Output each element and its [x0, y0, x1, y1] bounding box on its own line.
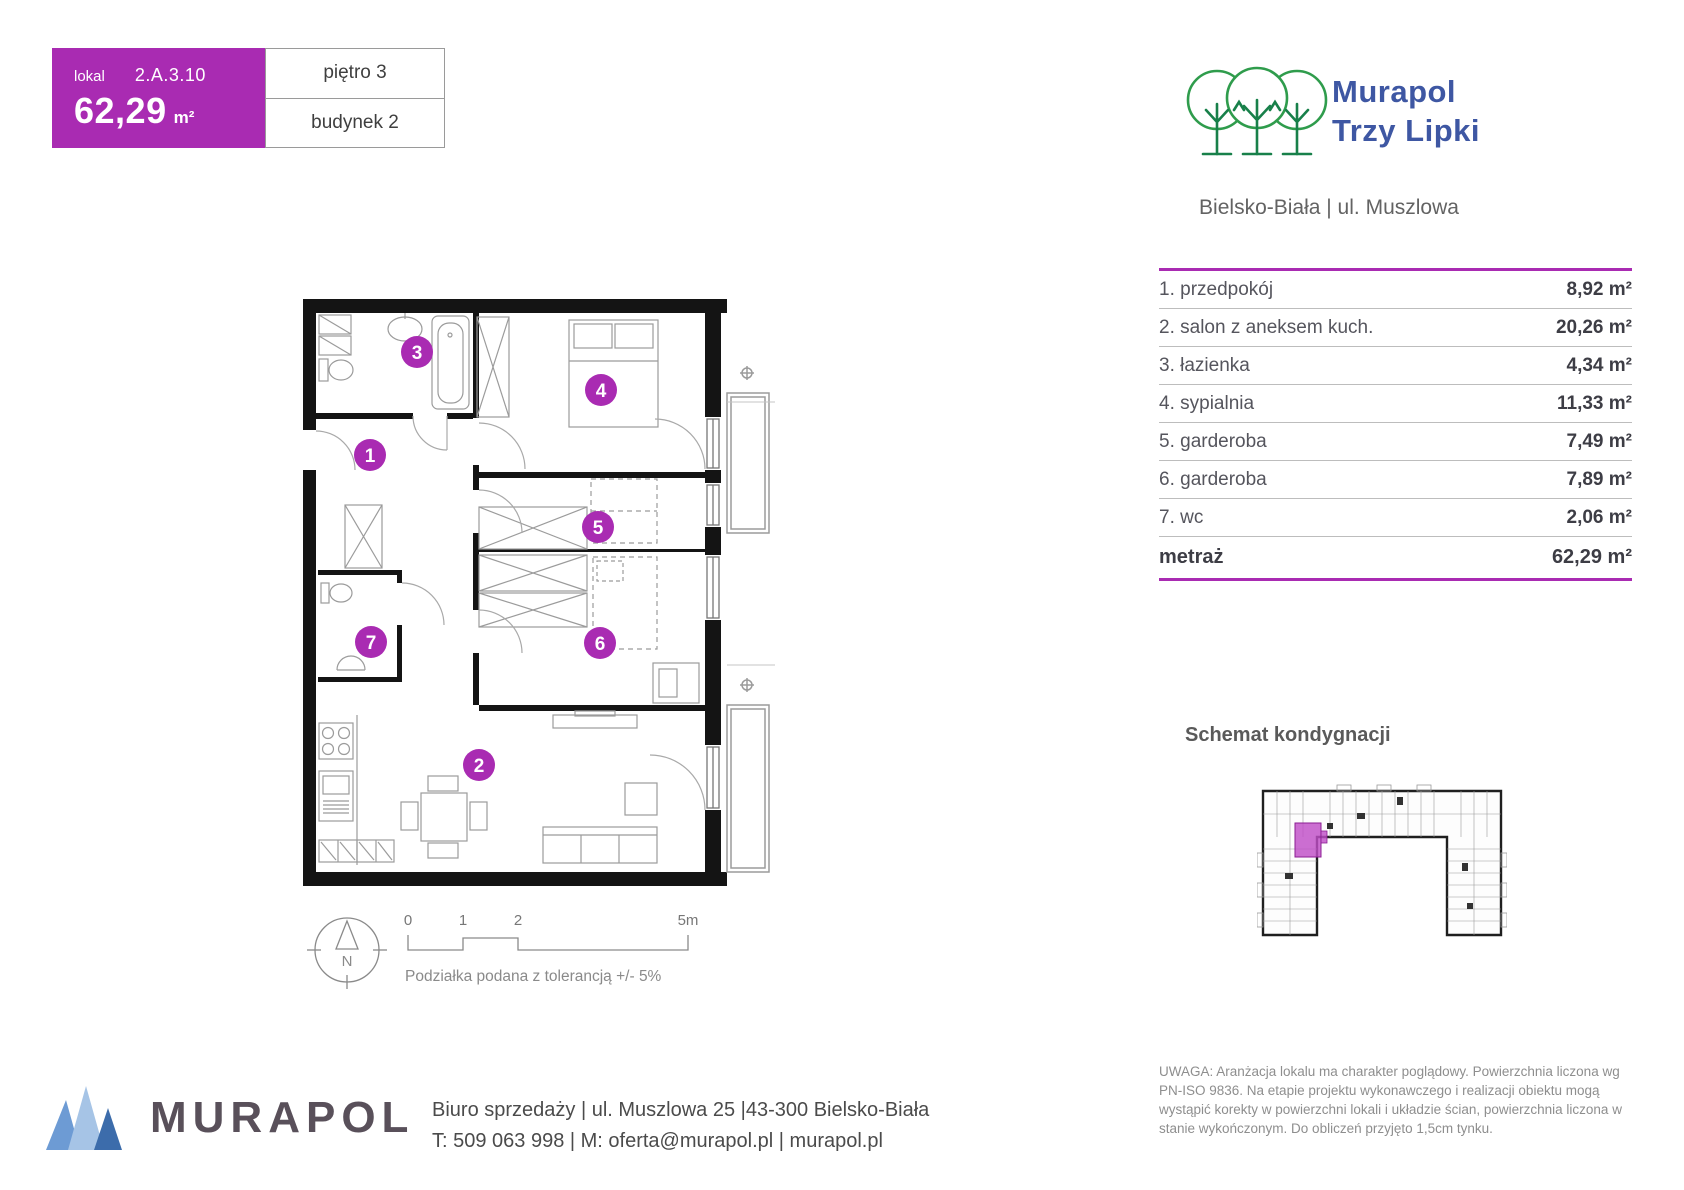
trees-logo-icon — [1182, 62, 1332, 162]
compass-north-label: N — [341, 953, 353, 970]
scale-tick-0: 0 — [403, 912, 413, 929]
total-area: 62,29 m² — [1551, 546, 1632, 568]
scale-tolerance-note: Podziałka podana z tolerancją +/- 5% — [405, 968, 662, 985]
room-area: 8,92 m² — [1566, 278, 1632, 300]
scale-tick-2: 2 — [513, 912, 523, 929]
svg-text:2: 2 — [473, 756, 485, 777]
table-row — [1159, 499, 1632, 537]
unit-area-value: 62,29 — [74, 89, 167, 131]
floor-plan — [275, 265, 775, 1010]
lokal-label: lokal — [74, 67, 105, 85]
footer-contact-line: T: 509 063 998 | M: oferta@murapol.pl | murapol.pl — [432, 1130, 883, 1152]
balconies — [727, 366, 775, 872]
murapol-logo-icon — [44, 1086, 136, 1150]
badge-1 — [354, 439, 386, 471]
project-name-line1: Murapol — [1332, 74, 1457, 109]
svg-text:3: 3 — [411, 343, 423, 364]
badge-7 — [355, 626, 387, 658]
room-label: 3. łazienka — [1159, 354, 1250, 376]
furniture — [319, 313, 699, 865]
floor-cell: piętro 3 — [266, 49, 444, 99]
room-label: 4. sypialnia — [1159, 392, 1255, 414]
scale-tick-1: 1 — [458, 912, 468, 929]
table-row — [1159, 385, 1632, 423]
svg-text:1: 1 — [364, 446, 376, 467]
badge-3 — [401, 336, 433, 368]
scale-bar — [404, 912, 699, 985]
unit-area-unit: m² — [173, 107, 195, 127]
building-cell: budynek 2 — [311, 111, 399, 133]
lokal-number: 2.A.3.10 — [134, 64, 206, 85]
project-location: Bielsko-Biała | ul. Muszlowa — [1199, 196, 1459, 219]
compass-icon — [307, 918, 387, 989]
project-name-line2: Trzy Lipki — [1332, 113, 1480, 148]
table-row — [1159, 271, 1632, 309]
building-schematic — [1257, 783, 1507, 941]
scale-tick-5m: 5m — [677, 912, 699, 929]
table-row — [1159, 423, 1632, 461]
svg-text:5: 5 — [592, 518, 604, 539]
room-label: 7. wc — [1159, 506, 1204, 528]
highlighted-unit — [1295, 823, 1321, 857]
room-label: 2. salon z aneksem kuch. — [1159, 316, 1374, 338]
svg-text:4: 4 — [595, 381, 607, 402]
unit-header — [52, 48, 265, 148]
badge-6 — [584, 627, 616, 659]
room-area: 7,89 m² — [1566, 468, 1632, 490]
table-row — [1159, 347, 1632, 385]
floor-building-cells — [265, 48, 445, 148]
room-area: 7,49 m² — [1566, 430, 1632, 452]
table-row — [1159, 461, 1632, 499]
room-label: 6. garderoba — [1159, 468, 1267, 490]
svg-text:7: 7 — [365, 633, 377, 654]
rooms-table — [1159, 268, 1632, 581]
project-name — [1332, 72, 1480, 150]
badge-2 — [463, 749, 495, 781]
badge-4 — [585, 374, 617, 406]
svg-text:6: 6 — [594, 634, 606, 655]
total-label: metraż — [1159, 546, 1224, 568]
room-area: 4,34 m² — [1566, 354, 1632, 376]
room-area: 11,33 m² — [1557, 392, 1632, 414]
table-total-row — [1159, 537, 1632, 581]
schematic-title: Schemat kondygnacji — [1185, 724, 1391, 746]
footer-address-line: Biuro sprzedaży | ul. Muszlowa 25 |43-300 Bielsko-Biała — [432, 1099, 930, 1121]
room-label: 1. przedpokój — [1159, 278, 1274, 300]
badge-5 — [582, 511, 614, 543]
murapol-wordmark: MURAPOL — [150, 1093, 415, 1142]
room-label: 5. garderoba — [1159, 430, 1267, 452]
footer-contact — [432, 1095, 929, 1157]
disclaimer-text: UWAGA: Aranżacja lokalu ma charakter poglądowy. Powierzchnia liczona wg PN-ISO 9836. Na etapie projektu wykonawczego i realizacji obiektu mogą wystąpić korekty w powierzchni lokali i układzie ścian, powierzchnia liczona w stanie wykończonym. Do obliczeń przyjęto 1,5cm tynku. — [1159, 1064, 1622, 1137]
room-area: 2,06 m² — [1566, 506, 1632, 528]
table-row — [1159, 309, 1632, 347]
room-area: 20,26 m² — [1555, 316, 1632, 338]
